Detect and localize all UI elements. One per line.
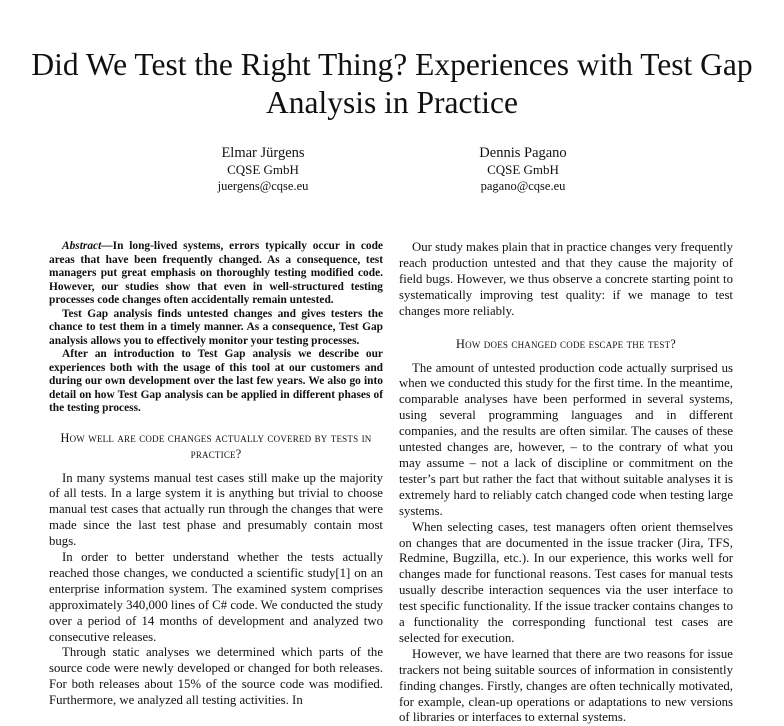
body-paragraph: However, we have learned that there are two reasons for issue trackers not being suitable sources of information in consistently finding changes. Firstly, changes are often technically motivated, for example, clean-up operations or adaptations to new versions of libraries or interfaces to external systems. [399,646,733,725]
abstract-paragraph: Test Gap analysis finds untested changes and gives testers the chance to test them in a timely manner. As a consequence, Test Gap analysis allows you to effectively monitor your testing processes. [49,307,383,347]
paper-title: Did We Test the Right Thing? Experiences with Test Gap Analysis in Practice [31,47,753,120]
body-paragraph: In order to better understand whether the tests actually reached those changes, we conducted a scientific study[1] on an enterprise information system. The examined system comprises approximately 340,000 lines of C# code. We conducted the study over a period of 14 months of development and analyzed two consecutive releases. [49,550,383,644]
abstract-label: Abstract [62,240,102,252]
body-paragraph: When selecting cases, test managers often orient themselves on changes that are documented in the issue tracker (Jira, TFS, Redmine, Bugzilla, etc.). In our experience, this works well for changes made for functional reasons. Test cases for manual tests usually describe interaction sequences via the user interface to test specific functionality. If the issue tracker contains changes to a functionality the corresponding functional test cases are selected for execution. [399,519,733,645]
author-email: juergens@cqse.eu [217,179,309,193]
author-name: Dennis Pagano [479,145,567,161]
section-heading: How does changed code escape the test? [456,336,676,351]
right-column [399,240,733,726]
author-name: Elmar Jürgens [221,145,305,161]
body-paragraph: In many systems manual test cases still make up the majority of all tests. In a large system it is anything but trivial to choose manual test cases that actually run through the changes that were made since the last test phase and presumably contain most bugs. [49,470,383,549]
abstract-paragraph: After an introduction to Test Gap analysis we describe our experiences both with the usage of this tool at our customers and during our own development over the last few years. We also go into detail on how Test Gap analysis can be applied in different phases of the testing process. [49,348,383,414]
author-email: pagano@cqse.eu [480,179,566,193]
abstract-paragraph [49,240,383,308]
body-paragraph: The amount of untested production code actually surprised us when we conducted this study for the first time. In the meantime, comparable analyses have been performed in several systems, using several programming languages and in different companies, and the results are often similar. The causes of these untested changes are, however, – to the contrary of what you may assume – not a lack of discipline or commitment on the tester’s part but rather the fact that without suitable analyses it is extremely hard to reliably catch changed code when testing large systems. [399,360,733,518]
body-paragraph: Through static analyses we determined which parts of the source code were newly developed or changed for both releases. For both releases about 15% of the source code was modified. Furthermore, we analyzed all testing activities. In [49,645,383,708]
author-2 [413,145,633,194]
body-paragraph: Our study makes plain that in practice changes very frequently reach production untested and that they cause the majority of field bugs. However, we thus observe a concrete starting point to systematically improving test quality: if we manage to test changes more reliably. [399,240,733,318]
author-affiliation: CQSE GmbH [227,162,299,177]
abstract [49,240,383,416]
left-column [49,240,383,709]
abstract-text: —In long-lived systems, errors typically occur in code areas that have been frequently changed. As a consequence, test managers put great emphasis on thoroughly testing modified code. However, our studies show that even in well-structured testing processes code changes often accidentally remain untested. [49,240,383,306]
author-affiliation: CQSE GmbH [487,162,559,177]
author-1 [153,145,373,194]
section-heading: How well are code changes actually covered by tests in practice? [60,430,372,461]
